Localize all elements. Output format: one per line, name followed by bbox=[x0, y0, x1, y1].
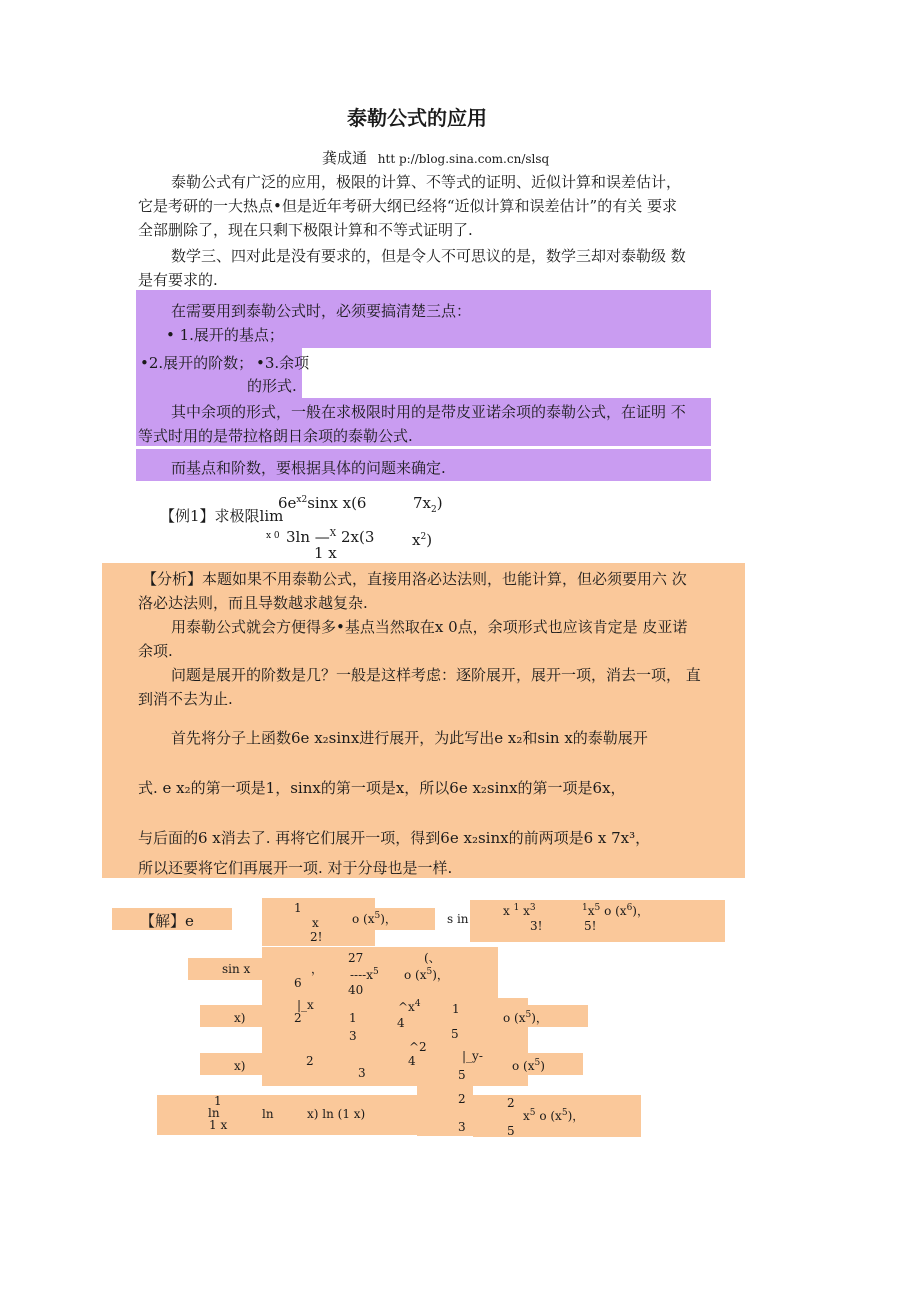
r2-o-sup: 5 bbox=[426, 967, 433, 977]
den-close: ) bbox=[426, 531, 433, 549]
r3-4: 4 bbox=[397, 1016, 405, 1030]
analysis-line-7: 首先将分子上函数6e x₂sinx进行展开，为此写出e x₂和sin x的泰勒展开 bbox=[171, 729, 648, 747]
analysis-line-10: 所以还要将它们再展开一项. 对于分母也是一样. bbox=[138, 859, 453, 877]
author bbox=[322, 148, 549, 168]
bullet-2: •2.展开的阶数； bbox=[140, 354, 254, 372]
r4-y: |_y- bbox=[462, 1049, 483, 1063]
r2-sinx: sin x bbox=[222, 962, 251, 976]
r5-x5-sup: 5 bbox=[529, 1108, 536, 1118]
r3-x4-sup: 4 bbox=[414, 999, 421, 1009]
analysis-line-3: 用泰勒公式就会方便得多•基点当然取在x 0点，余项形式也应该肯定是 皮亚诺 bbox=[171, 618, 688, 636]
r1-o: o (x bbox=[352, 912, 375, 926]
analysis-line-6: 到消不去为止. bbox=[138, 690, 233, 708]
bullet-3a: •3.余项 bbox=[256, 354, 310, 372]
r3-x4 bbox=[398, 1000, 421, 1014]
r5-3: 3 bbox=[458, 1120, 466, 1134]
purple-para-1b: 等式时用的是带拉格朗日余项的泰勒公式. bbox=[138, 427, 413, 445]
r2-6: 6 bbox=[294, 976, 302, 990]
r1-o6: o (x bbox=[600, 904, 627, 918]
analysis-line-1: 【分析】本题如果不用泰勒公式，直接用洛必达法则，也能计算，但必须要用六 次 bbox=[142, 570, 687, 588]
r1-series bbox=[503, 904, 536, 918]
r2-dash bbox=[350, 968, 379, 982]
r2-o: o (x bbox=[404, 968, 427, 982]
author-name: 龚成通 bbox=[322, 149, 368, 167]
r1-c1: 1 bbox=[582, 903, 588, 913]
r4-o-end: ) bbox=[540, 1059, 545, 1073]
r3-o: o (x bbox=[503, 1011, 526, 1025]
r4-o: o (x bbox=[512, 1059, 535, 1073]
intro-line-4: 数学三、四对此是没有要求的，但是令人不可思议的是，数学三却对泰勒级 数 bbox=[171, 247, 686, 265]
r5-o: o (x bbox=[535, 1109, 562, 1123]
example-denominator-tail bbox=[412, 530, 432, 550]
r1-x5: x bbox=[587, 904, 595, 918]
r1-o-end: )， bbox=[380, 912, 397, 926]
sol-patch-r5a bbox=[157, 1095, 417, 1135]
bullet-3b: 的形式. bbox=[247, 377, 297, 395]
num-7x-sub: 2 bbox=[431, 505, 437, 515]
r3-o-end: )， bbox=[531, 1011, 548, 1025]
r3-remainder bbox=[503, 1011, 548, 1025]
num-close: ) bbox=[436, 494, 443, 512]
purple-para-2: 而基点和阶数，要根据具体的问题来确定. bbox=[171, 459, 446, 477]
num-exp: x2 bbox=[296, 495, 308, 505]
r5-xln: x) ln (1 x) bbox=[307, 1107, 366, 1121]
r4-remainder bbox=[512, 1059, 545, 1073]
r1-x3-sup: 3 bbox=[529, 903, 536, 913]
r1-o6-sup: 6 bbox=[626, 903, 633, 913]
den-2x3: 2x(3 bbox=[340, 528, 375, 546]
example-numerator-tail bbox=[413, 493, 443, 513]
r3-5: 5 bbox=[451, 1027, 459, 1041]
analysis-line-8: 式. e x₂的第一项是1，sinx的第一项是x，所以6e x₂sinx的第一项是6x， bbox=[138, 779, 626, 797]
num-7x: 7x bbox=[413, 494, 432, 512]
r2-dash-x: ----x bbox=[350, 968, 373, 982]
r5-5: 5 bbox=[507, 1124, 515, 1138]
r1-5fact: 5! bbox=[584, 919, 597, 933]
den-x2-sup: 2 bbox=[420, 532, 427, 542]
r1-one: 1 bbox=[294, 901, 302, 915]
r3-3: 3 bbox=[349, 1029, 357, 1043]
r1-sin: s in bbox=[447, 912, 469, 926]
r5-o-sup: 5 bbox=[561, 1108, 568, 1118]
den-x: X bbox=[329, 529, 337, 539]
r2-comma: ， bbox=[311, 962, 324, 976]
r4-2: 2 bbox=[306, 1054, 314, 1068]
analysis-line-9: 与后面的6 x消去了. 再将它们展开一项，得到6e x₂sinx的前两项是6 x 7x³， bbox=[138, 829, 651, 847]
r4-x: x) bbox=[234, 1059, 246, 1073]
r4-o-sup: 5 bbox=[534, 1058, 541, 1068]
r2-dash-sup: 5 bbox=[373, 967, 379, 977]
r2-o-end: )， bbox=[432, 968, 449, 982]
r5-remainder bbox=[523, 1109, 584, 1123]
r4-caret: ^2 bbox=[409, 1040, 427, 1054]
r3-2: 2 bbox=[294, 1011, 302, 1025]
sol-patch-r4a bbox=[200, 1053, 262, 1075]
r3-frac: |_x bbox=[297, 998, 314, 1012]
den-fraction: 1 x bbox=[314, 544, 337, 562]
intro-line-5: 是有要求的. bbox=[138, 271, 218, 289]
r4-3: 3 bbox=[358, 1066, 366, 1080]
example-label: 【例1】求极限lim bbox=[160, 507, 284, 525]
r5-2a: 2 bbox=[458, 1092, 466, 1106]
r3-o-sup: 5 bbox=[525, 1010, 532, 1020]
r1-remainder bbox=[352, 912, 397, 926]
page-title: 泰勒公式的应用 bbox=[347, 106, 487, 130]
r1-3fact: 3! bbox=[530, 919, 543, 933]
purple-para-1a: 其中余项的形式，一般在求极限时用的是带皮亚诺余项的泰勒公式，在证明 不 bbox=[171, 403, 686, 421]
analysis-line-2: 洛必达法则，而且导数越求越复杂. bbox=[138, 594, 368, 612]
intro-line-2: 它是考研的一大热点•但是近年考研大纲已经将“近似计算和误差估计”的有关 要求 bbox=[138, 197, 677, 215]
r2-27: 27 bbox=[348, 951, 364, 965]
r5-2b: 2 bbox=[507, 1096, 515, 1110]
r1-x5-sup: 5 bbox=[594, 903, 601, 913]
r1-x: x bbox=[312, 916, 319, 930]
r2-40: 40 bbox=[348, 983, 364, 997]
r4-4: 4 bbox=[408, 1054, 416, 1068]
sol-patch-r4b bbox=[262, 1046, 528, 1086]
r5-1: 1 bbox=[214, 1094, 222, 1108]
analysis-line-4: 余项. bbox=[138, 642, 173, 660]
r1-x1-sup: 1 bbox=[513, 903, 520, 913]
r1-o-sup: 5 bbox=[374, 911, 381, 921]
r2-remainder bbox=[404, 968, 449, 982]
r3-1b: 1 bbox=[452, 1002, 460, 1016]
limit-subscript: x 0 bbox=[266, 531, 280, 541]
sol-patch-r3a bbox=[200, 1005, 262, 1027]
bullet-1: • 1.展开的基点； bbox=[166, 326, 284, 344]
r3-1: 1 bbox=[349, 1011, 357, 1025]
r2-paren: (、 bbox=[424, 951, 441, 965]
r1-x3: x bbox=[519, 904, 530, 918]
r3-x4-base: ^x bbox=[398, 1000, 415, 1014]
den-x2: x bbox=[412, 531, 421, 549]
num-sinx: sinx x(6 bbox=[307, 494, 367, 512]
r5-x5: x bbox=[523, 1109, 530, 1123]
num-6e: 6e bbox=[278, 494, 297, 512]
analysis-line-5: 问题是展开的阶数是几？一般是这样考虑：逐阶展开，展开一项，消去一项， 直 bbox=[171, 666, 701, 684]
r5-1x: 1 x bbox=[209, 1118, 228, 1132]
author-url: htt p://blog.sina.com.cn/slsq bbox=[377, 152, 550, 166]
intro-line-3: 全部删除了，现在只剩下极限计算和不等式证明了. bbox=[138, 221, 473, 239]
r5-ln2: ln bbox=[262, 1107, 274, 1121]
intro-line-1: 泰勒公式有广泛的应用，极限的计算、不等式的证明、近似计算和误差估计， bbox=[171, 173, 682, 191]
r5-o-end: )， bbox=[567, 1109, 585, 1123]
r1-2fact: 2! bbox=[310, 930, 323, 944]
sol-patch-r2b bbox=[262, 947, 498, 999]
example-numerator bbox=[278, 493, 366, 513]
solution-label: 【解】e bbox=[140, 912, 194, 930]
r3-x: x) bbox=[234, 1011, 246, 1025]
r1-x1: x bbox=[503, 904, 514, 918]
r5-ln: ln bbox=[208, 1106, 220, 1120]
r1-o6-end: )， bbox=[632, 904, 649, 918]
r4-5: 5 bbox=[458, 1068, 466, 1082]
purple-line-1: 在需要用到泰勒公式时，必须要搞清楚三点： bbox=[171, 302, 472, 320]
r1-tail bbox=[582, 904, 649, 918]
den-3ln: 3ln — bbox=[286, 528, 330, 546]
